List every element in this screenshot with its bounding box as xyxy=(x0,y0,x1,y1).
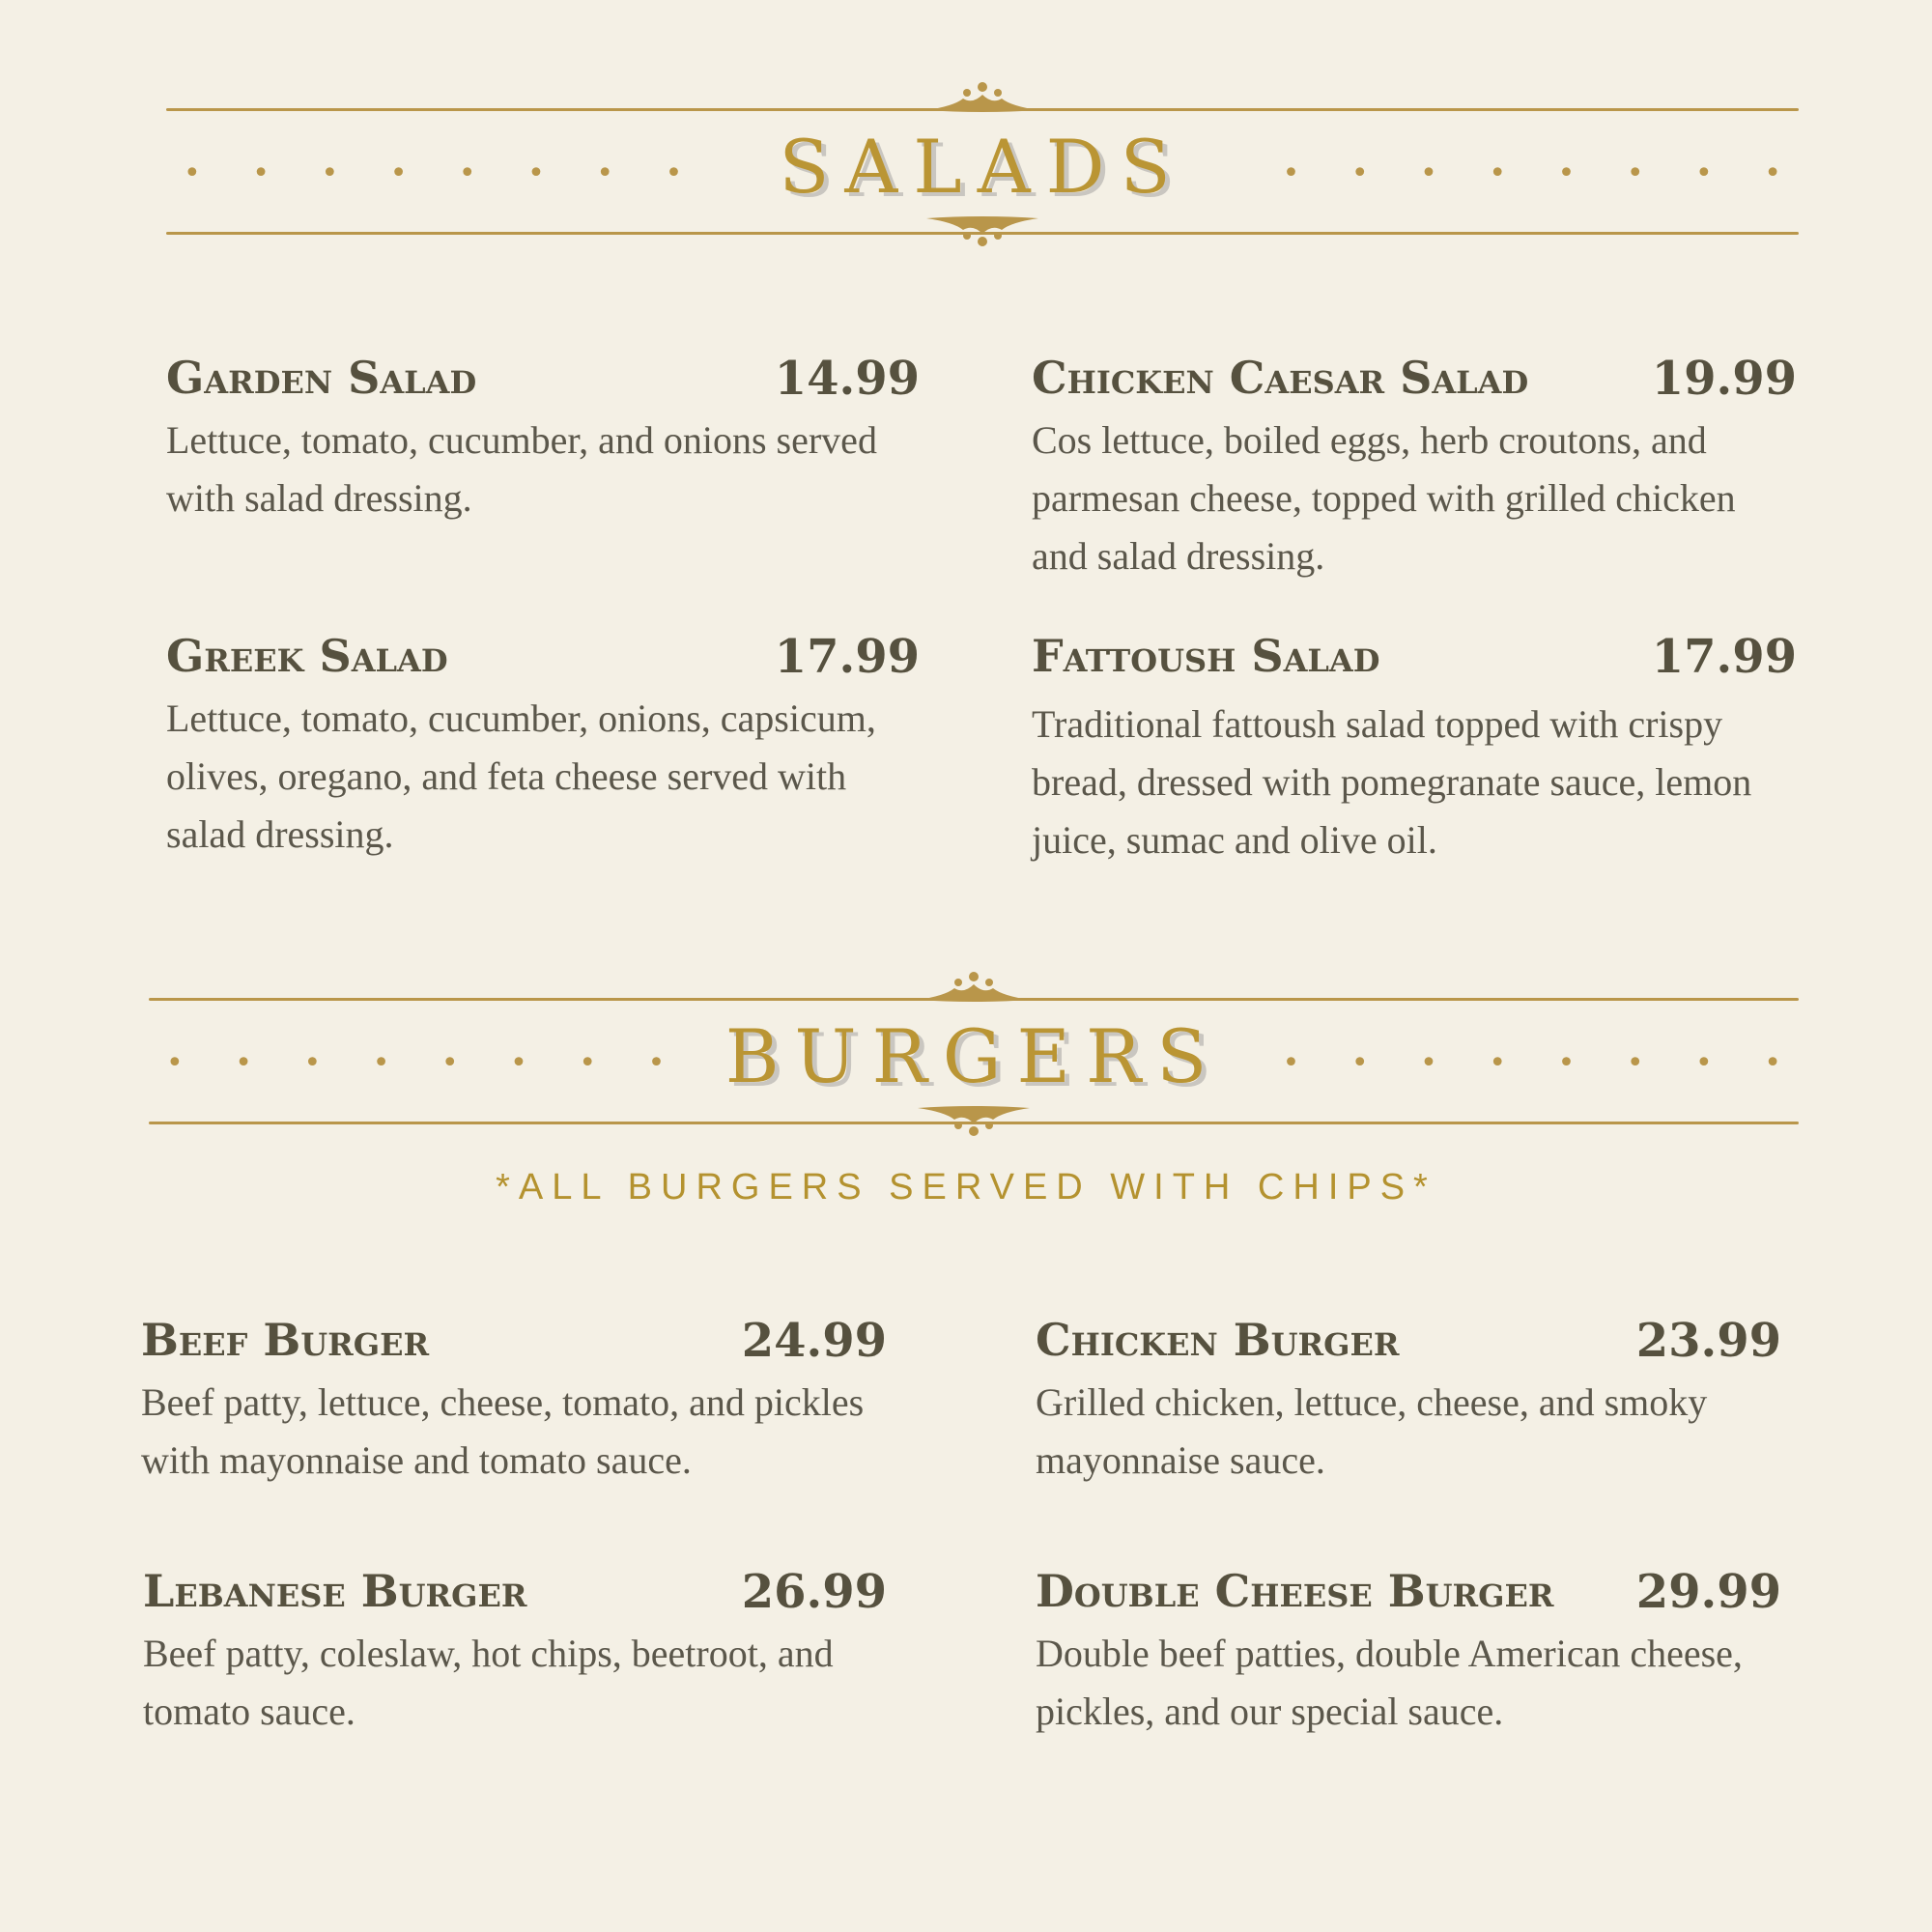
item-description: Beef patty, coleslaw, hot chips, beetroot, and tomato sauce. xyxy=(143,1632,834,1733)
decorative-dots-right: • • • • • • • • xyxy=(1282,1046,1803,1080)
burgers-note: *ALL BURGERS SERVED WITH CHIPS* xyxy=(496,1167,1436,1208)
section-title-salads: SALADS xyxy=(779,124,1186,210)
item-price: 26.99 xyxy=(741,1565,887,1619)
menu-item-lebanese-burger xyxy=(143,1565,887,1741)
item-description: Cos lettuce, boiled eggs, herb croutons, and parmesan cheese, topped with grilled chicken and salad dressing. xyxy=(1032,418,1736,578)
item-name: Double Cheese Burger xyxy=(1036,1565,1554,1617)
decorative-dots-left: • • • • • • • • xyxy=(184,156,704,190)
flourish-icon xyxy=(916,971,1032,1004)
item-name: Lebanese Burger xyxy=(143,1565,527,1617)
flourish-icon xyxy=(924,214,1040,247)
item-name: Chicken Caesar Salad xyxy=(1032,352,1529,404)
menu-item-greek-salad xyxy=(166,630,920,864)
item-price: 23.99 xyxy=(1635,1314,1781,1368)
item-name: Beef Burger xyxy=(141,1314,430,1366)
flourish-icon xyxy=(924,81,1040,114)
menu-item-fattoush-salad xyxy=(1032,630,1797,869)
item-price: 19.99 xyxy=(1651,352,1797,406)
item-description: Double beef patties, double American cheese, pickles, and our special sauce. xyxy=(1036,1632,1743,1733)
item-name: Garden Salad xyxy=(166,352,477,404)
item-price: 17.99 xyxy=(774,630,920,684)
item-name: Chicken Burger xyxy=(1036,1314,1400,1366)
item-name: Greek Salad xyxy=(166,630,448,682)
menu-item-chicken-burger xyxy=(1036,1314,1781,1490)
item-description: Traditional fattoush salad topped with crispy bread, dressed with pomegranate sauce, lemon juice, sumac and olive oil. xyxy=(1032,702,1752,862)
menu-item-beef-burger xyxy=(141,1314,887,1490)
item-description: Beef patty, lettuce, cheese, tomato, and pickles with mayonnaise and tomato sauce. xyxy=(141,1380,865,1482)
item-name: Fattoush Salad xyxy=(1032,630,1380,682)
salads-header xyxy=(166,81,1803,265)
decorative-dots-left: • • • • • • • • xyxy=(166,1046,687,1080)
item-price: 29.99 xyxy=(1635,1565,1781,1619)
item-description: Lettuce, tomato, cucumber, and onions served with salad dressing. xyxy=(166,418,877,520)
item-price: 24.99 xyxy=(741,1314,887,1368)
flourish-icon xyxy=(916,1104,1032,1137)
item-price: 17.99 xyxy=(1651,630,1797,684)
decorative-dots-right: • • • • • • • • xyxy=(1282,156,1803,190)
burgers-header xyxy=(149,971,1803,1154)
item-description: Lettuce, tomato, cucumber, onions, capsicum, olives, oregano, and feta cheese served with salad dressing. xyxy=(166,696,876,856)
item-description: Grilled chicken, lettuce, cheese, and smoky mayonnaise sauce. xyxy=(1036,1380,1708,1482)
item-price: 14.99 xyxy=(774,352,920,406)
section-title-burgers: BURGERS xyxy=(724,1013,1223,1099)
menu-item-double-cheese-burger xyxy=(1036,1565,1781,1741)
menu-item-chicken-caesar-salad xyxy=(1032,352,1797,585)
menu-item-garden-salad xyxy=(166,352,920,527)
